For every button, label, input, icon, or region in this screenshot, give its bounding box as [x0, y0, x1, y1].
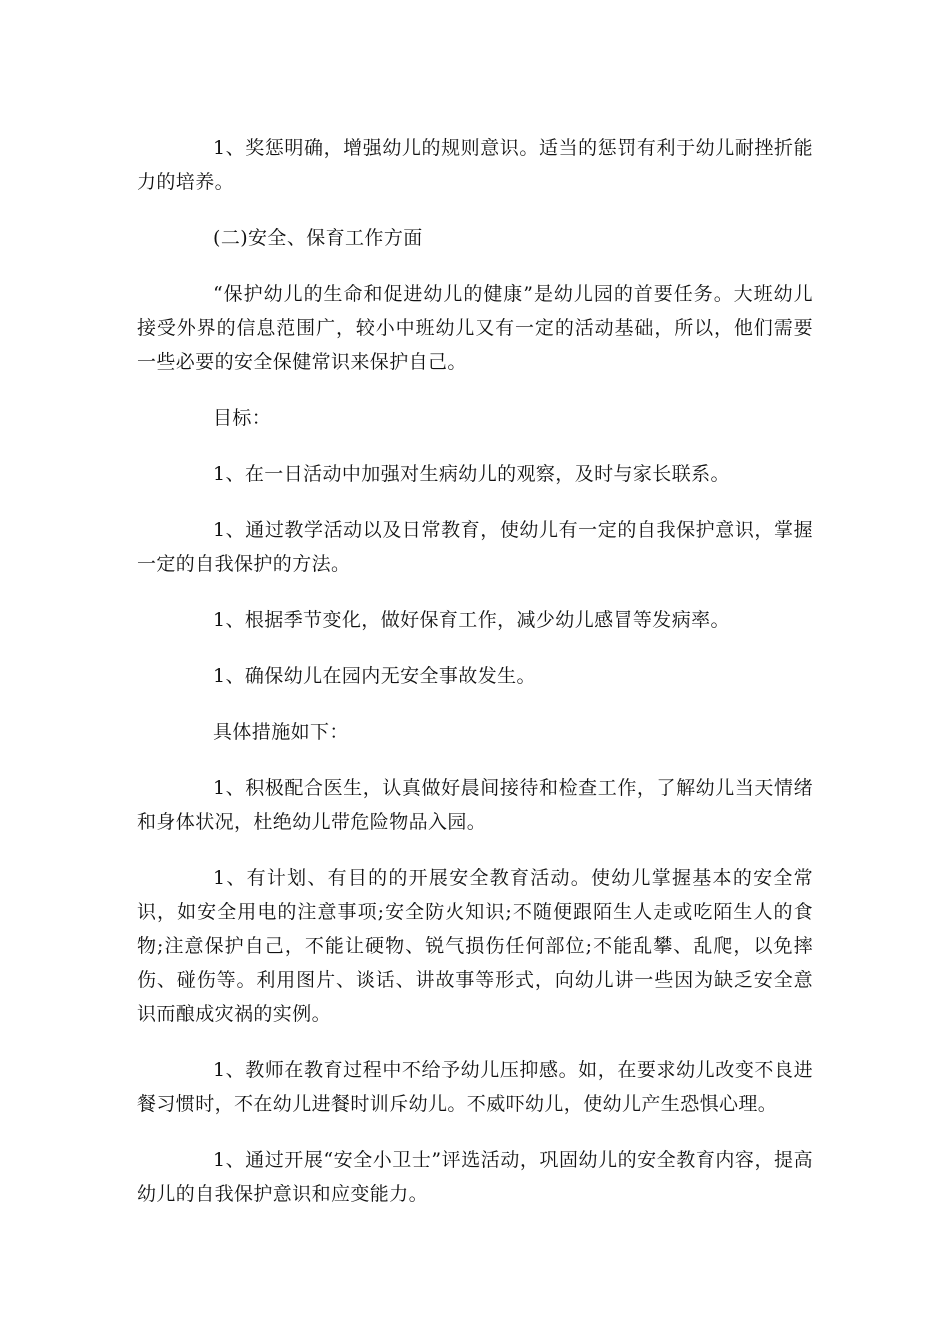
measure-item: 1、教师在教育过程中不给予幼儿压抑感。如，在要求幼儿改变不良进餐习惯时，不在幼儿进餐时训斥幼儿。不威吓幼儿，使幼儿产生恐惧心理。: [137, 1059, 813, 1115]
goal-item: 1、确保幼儿在园内无安全事故发生。: [213, 665, 536, 687]
goal-item: 1、在一日活动中加强对生病幼儿的观察，及时与家长联系。: [213, 463, 730, 485]
measure-item: 1、有计划、有目的的开展安全教育活动。使幼儿掌握基本的安全常识，如安全用电的注意事项;安全防火知识;不随便跟陌生人走或吃陌生人的食物;注意保护自己，不能让硬物、锐气损伤任何部位;不能乱攀、乱爬，以免摔伤、碰伤等。利用图片、谈话、讲故事等形式，向幼儿讲一些因为缺乏安全意识而酿成灾祸的实例。: [137, 867, 813, 1025]
measure-item: 1、积极配合医生，认真做好晨间接待和检查工作，了解幼儿当天情绪和身体状况，杜绝幼儿带危险物品入园。: [137, 777, 813, 833]
goal-item: 1、通过教学活动以及日常教育，使幼儿有一定的自我保护意识，掌握一定的自我保护的方法。: [137, 519, 813, 575]
paragraph-safety-intro: “保护幼儿的生命和促进幼儿的健康”是幼儿园的首要任务。大班幼儿接受外界的信息范围广，较小中班幼儿又有一定的活动基础，所以，他们需要一些必要的安全保健常识来保护自己。: [137, 283, 813, 373]
measure-item: 1、通过开展“安全小卫士”评选活动，巩固幼儿的安全教育内容，提高幼儿的自我保护意识和应变能力。: [137, 1149, 813, 1205]
goal-item: 1、根据季节变化，做好保育工作，减少幼儿感冒等发病率。: [213, 609, 730, 631]
document-body: [137, 131, 813, 1233]
paragraph-reward-punishment: 1、奖惩明确，增强幼儿的规则意识。适当的惩罚有利于幼儿耐挫折能力的培养。: [137, 137, 813, 193]
section-heading-safety-care: (二)安全、保育工作方面: [213, 227, 423, 249]
goals-heading: 目标：: [213, 407, 272, 429]
measures-heading: 具体措施如下：: [213, 721, 349, 743]
